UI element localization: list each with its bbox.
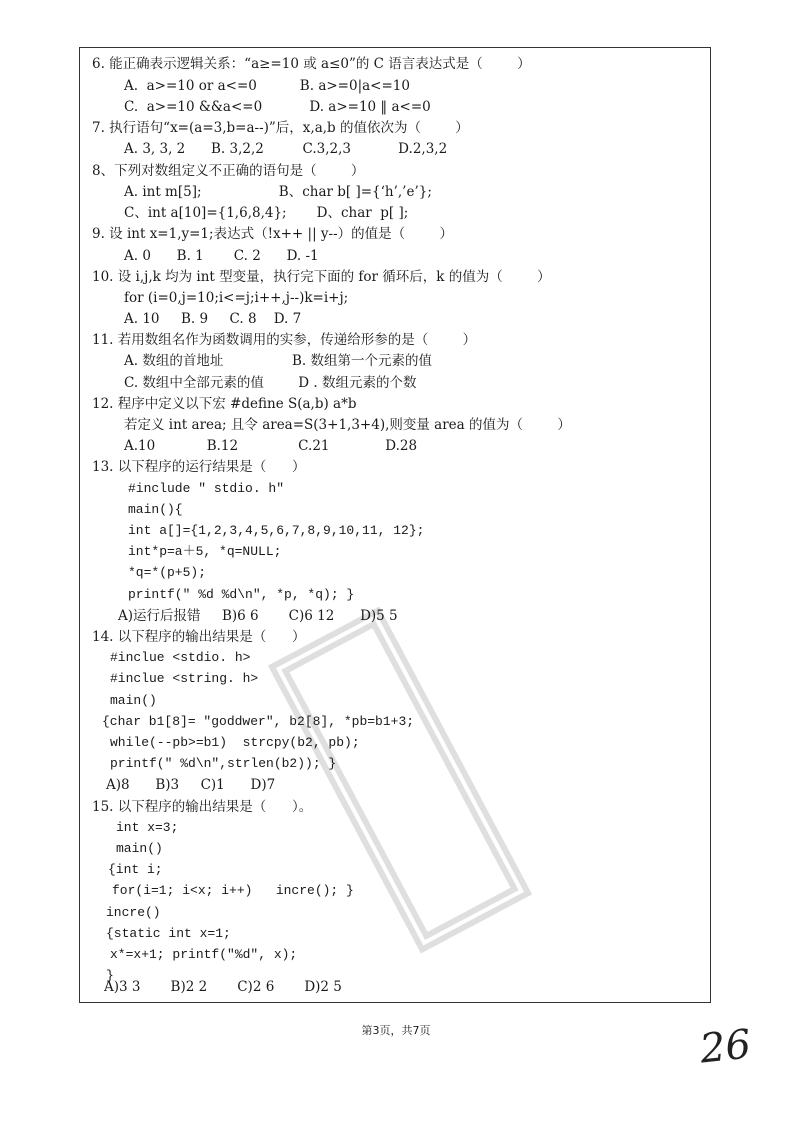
line-q15-c8: }	[106, 968, 114, 983]
line-q15: 15. 以下程序的输出结果是（ ）。	[92, 799, 313, 815]
line-q15-c2: main()	[116, 841, 163, 856]
line-q14-c2: #inclue <string. h>	[110, 671, 259, 686]
line-q15-c7: x*=x+1; printf("%d", x);	[110, 947, 298, 962]
line-q13-opts: A)运行后报错 B)6 6 C)6 12 D)5 5	[118, 608, 398, 624]
line-q12: 12. 程序中定义以下宏 #define S(a,b) a*b	[92, 396, 357, 412]
line-q13: 13. 以下程序的运行结果是（ ）	[92, 459, 306, 475]
line-q13-c6: printf(" %d %d\n", *p, *q); }	[128, 587, 355, 602]
line-q10-opts: A. 10 B. 9 C. 8 D. 7	[124, 311, 302, 327]
line-q11-ab: A. 数组的首地址 B. 数组第一个元素的值	[124, 353, 432, 369]
line-q13-c3: int a[]={1,2,3,4,5,6,7,8,9,10,11, 12};	[128, 523, 425, 538]
line-q15-c1: int x=3;	[116, 820, 179, 835]
line-q8-cd: C、int a[10]={1,6,8,4}; D、char p[ ];	[124, 205, 409, 221]
line-q11: 11. 若用数组名作为函数调用的实参，传递给形参的是（ ）	[92, 332, 477, 348]
line-q13-c4: int*p=a＋5, *q=NULL;	[128, 544, 282, 559]
line-q14-c3: main()	[110, 693, 157, 708]
line-q12-opts: A.10 B.12 C.21 D.28	[124, 438, 418, 454]
line-q9-opts: A. 0 B. 1 C. 2 D. -1	[124, 248, 319, 264]
line-q15-opts: A)3 3 B)2 2 C)2 6 D)2 5	[104, 979, 342, 995]
line-q14-opts: A)8 B)3 C)1 D)7	[106, 777, 276, 793]
line-q12-b: 若定义 int area; 且令 area=S(3+1,3+4),则变量 area 的值为（ ）	[124, 417, 571, 433]
line-q13-c5: *q=*(p+5);	[128, 565, 207, 580]
line-q11-cd: C. 数组中全部元素的值 D . 数组元素的个数	[124, 375, 417, 391]
line-q14-c4: {char b1[8]= "goddwer", b2[8], *pb=b1+3;	[102, 714, 415, 729]
line-q7: 7. 执行语句“x=(a=3,b=a--)”后，x,a,b 的值依次为（ ）	[92, 120, 469, 136]
line-q14-c6: printf(" %d\n",strlen(b2)); }	[110, 756, 337, 771]
page-footer: 第3页，共7页	[361, 1024, 431, 1037]
line-q10-code: for (i=0,j=10;i<=j;i++,j--)k=i+j;	[124, 290, 349, 306]
line-q9: 9. 设 int x=1,y=1;表达式（!x++ || y--）的值是（ ）	[92, 226, 453, 242]
line-q15-c5: incre()	[106, 905, 161, 920]
line-q8: 8、下列对数组定义不正确的语句是（ ）	[92, 163, 365, 179]
line-q10: 10. 设 i,j,k 均为 int 型变量，执行完下面的 for 循环后，k 的值为（ ）	[92, 269, 551, 285]
line-q6: 6. 能正确表示逻辑关系：“a≥=10 或 a≤0”的 C 语言表达式是（ ）	[92, 56, 531, 72]
line-q14: 14. 以下程序的输出结果是（ ）	[92, 629, 306, 645]
line-q13-c1: #include " stdio. h"	[128, 481, 285, 496]
line-q13-c2: main(){	[128, 502, 183, 517]
line-q8-ab: A. int m[5]; B、char b[ ]={‘h’,’e’};	[124, 184, 432, 200]
line-q14-c1: #inclue <stdio. h>	[110, 650, 251, 665]
line-q6-cd: C. a>=10 &&a<=0 D. a>=10 ‖ a<=0	[124, 99, 431, 115]
line-q15-c4: for(i=1; i<x; i++) incre(); }	[112, 883, 354, 898]
line-q15-c3: {int i;	[108, 862, 163, 877]
line-q14-c5: while(--pb>=b1) strcpy(b2, pb);	[110, 735, 360, 750]
handwritten-number: 26	[697, 1021, 754, 1073]
line-q7-opts: A. 3, 3, 2 B. 3,2,2 C.3,2,3 D.2,3,2	[124, 141, 448, 157]
line-q6-ab: A. a>=10 or a<=0 B. a>=0|a<=10	[124, 78, 410, 94]
line-q15-c6: {static int x=1;	[106, 926, 231, 941]
